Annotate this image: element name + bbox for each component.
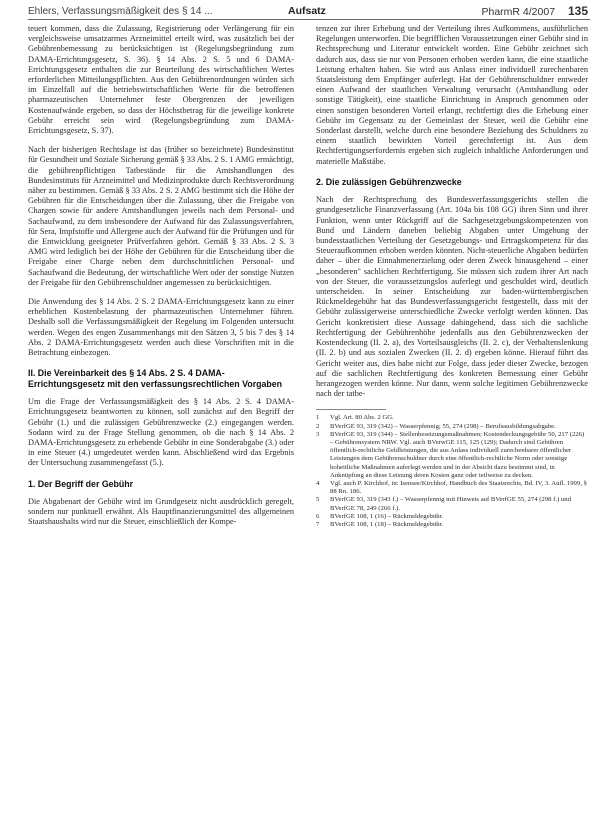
footnote: 7 BVerfGE 108, 1 (18) – Rückmeldegebühr. [316, 520, 444, 528]
footnote: 1 Vgl. Art. 80 Abs. 2 GG. [316, 414, 394, 422]
left-column [28, 24, 294, 537]
paragraph: Nach der Rechtsprechung des Bundesverfassungsgerichts stellen die grundgesetzliche Finanzverfassung (Art. 104a bis 108 GG) ihren Sinn und ihrer Funktion, wenn unter Rückgriff auf die Sachgesetzgebungskompetenzen von Bund und Ländern daneben beliebig Abgaben unter Umgehung der bundesstaatlichen Verteilung der Gesetzgebungs- und Ertragskompetenz für das Steueraufkommen erhoben werden könnten. Nicht-steuerliche Abgaben bedürfen daher – über die Einnahmenerzielung oder deren Zweck hinausgehend – einer „besonderen" sachlichen Rechtfertigung. Sie müssen sich zudem ihrer Art nach von der Steuer, die voraussetzungslos auferlegt und geschuldet wird, deutlich unterscheiden. In seiner Entscheidung zur baden-württembergischen Rückmeldegebühr hat das Bundesverfassungsgericht festgestellt, dass mit der Gebühr zulässigerweise unterschiedliche Zwecke verfolgt werden können. Das Gericht konkretisiert diese Aussage dahingehend, dass sich die sachliche Rechtfertigung der Gebührenhöhe jedenfalls aus den Gebührenzwecken der Kostendeckung (II. 2. a), des Vorteilsausgleichs (II. 2. c), der Verhaltenslenkung (II. 2. b) und aus sozialen Zwecken (II. 2. d) ergeben könne. Hierauf führt das Gericht weiter aus, dies habe nicht zur Folge, dass jeder dieser Zwecke, bezogen auf die sachlichen Rechtfertigung des konkreten Bemessung einer Gebühr herangezogen werden könne. Nur dann, wenn solche legitimen Gebührenzwecke nach der tatbe- [316, 195, 588, 399]
paragraph: Die Abgabenart der Gebühr wird im Grundgesetz nicht ausdrücklich geregelt, sondern nur punktuell erwähnt. Als Hauptfinanzierungsmittel des allgemeinen Staatshaushalts wird nur die Steuer, einschließlich der Kompe- [28, 496, 294, 527]
footnote-divider [316, 409, 386, 410]
footnote: 3 BVerfGE 93, 319 (344) – Stellenbesetzungsmaßnahmen; Kostendeckungsgebühr 50, 217 (226) – Gebührensystem NRW. Vgl. auch BVerwGE 115, 125 (129); Dadurch sind Gebühren öffentlich-rechtliche Geldleistungen, die aus Anlass individuell zurechenbarer öffentlicher Leistungen dem Gebührenschuldner durch eine öffentlich-rechtliche Norm oder sonstige hoheitliche Maßnahmen auferlegt werden und in der Absicht dazu bestimmt sind, in Anknüpfung an diese Leistung deren Kosten ganz oder teilweise zu decken. [316, 430, 585, 479]
subsection-heading: 2. Die zulässigen Gebührenzwecke [316, 176, 462, 187]
running-head-left: Ehlers, Verfassungsmäßigkeit des § 14 ... [28, 6, 213, 17]
paragraph: Um die Frage der Verfassungsmäßigkeit des § 14 Abs. 2 S. 4 DAMA-Errichtungsgesetz beantworten zu können, soll zunächst auf den Begriff der Gebühr (1.) und die zulässigen Gebührenzwecke (2.) eingegangen werden. Sodann wird zu der Frage Stellung genommen, ob die nach § 14 Abs. 2 DAMA-Errichtungsgesetz zu erhebende Gebühr in eine Sonderabgabe (3.) oder in eine Steuer (4.) umgedeutet werden kann. Abschließend wird das Ergebnis der Untersuchung zusammengefasst (5.). [28, 397, 294, 468]
footnote: 5 BVerfGE 93, 319 (343 f.) – Wasserpfennig mit Hinweis auf BVerfGE 55, 274 (298 f.) und BVerfGE 78, 249 (266 f.). [316, 496, 571, 512]
footnotes [316, 414, 588, 529]
journal-issue: PharmR 4/2007 [481, 6, 556, 18]
section-label: Aufsatz [288, 5, 326, 17]
footnote: 4 Vgl. auch P. Kirchhof, in: Isensee/Kirchhof, Handbuch des Staatsrechts, Bd. IV, 3. Aufl. 1999, § 88 Rn. 186. [316, 479, 587, 496]
journal-info [482, 4, 589, 18]
right-column [316, 24, 588, 529]
paragraph: Die Anwendung des § 14 Abs. 2 S. 2 DAMA-Errichtungsgesetz kann zu einer erheblichen Kostenbelastung der pharmazeutischen Unternehmer führen. Deshalb soll die Verfassungsmäßigkeit der Regelung im Folgenden untersucht werden. Wegen des engen Zusammenhangs mit den Sätzen 3, 5 bis 7 des § 14 Abs. 2 DAMA-Errichtungsgesetz werden auch diese Vorschriften mit in die Betrachtung einbezogen. [28, 297, 294, 358]
page-number: 135 [567, 4, 588, 18]
paragraph: teuert kommen, dass die Zulassung, Registrierung oder Verlängerung für ein vergleichsweise umsatzarmes Arzneimittel erteilt wird, was zusätzlich bei der Gebührenbemessung zu berücksichtigen ist (Regelungsbegründung zum DAMA-Errichtungsgesetz, S. 36). § 14 Abs. 2 S. 5 und 6 DAMA-Errichtungsgesetz enthalten die zur Beurteilung des wirtschaftlichen Wertes erforderlichen Mitteilungspflichten. Aus den Gebührenordnungen würden sich im Einzelfall auf die betriebswirtschaftlichen Werte für die betroffenen pharmazeutischen Unternehmer feste Obergrenzen der jeweiligen Kostenaufwände ergeben, so dass der Höchstbetrag für die jeweilige konkrete Gebühr erreicht sein wird (Regelungsbegründung zum DAMA-Errichtungsgesetz, S. 37). [28, 24, 294, 136]
section-heading: II. Die Vereinbarkeit des § 14 Abs. 2 S. 4 DAMA-Errichtungsgesetz mit den verfassungsrechtlichen Vorgaben [28, 368, 283, 389]
subsection-heading: 1. Der Begriff der Gebühr [28, 478, 134, 489]
footnote: 2 BVerfGE 93, 319 (342) – Wasserpfennig; 55, 274 (298) – Berufsausbildungsabgabe. [316, 422, 556, 430]
header-rule [28, 19, 590, 20]
paragraph: tenzen zur ihrer Erhebung und der Verteilung ihres Aufkommens, ausführlichen Regelungen unterworfen. Die begrifflichen Voraussetzungen einer Gebühr sind in Rechtsprechung und Literatur entwickelt worden. Eine Gebühr zeichnet sich dadurch aus, dass sie nur von Personen erhoben werden kann, die eine staatliche Leistung erhalten haben. Sie wird aus Anlass einer individuell zurechenbaren Staatsleistung dem Empfänger auferlegt. Hat der Gebührenschuldner entweder einen Aufwand der staatlichen Verwaltung verursacht (Amtshandlung oder sonstige Tätigkeit), eine staatliche Einrichtung in Anspruch genommen oder einen sonstigen besonderen Vorteil erlangt, rechtfertigt dies die Erhebung einer Gebühr im Gegensatz zu der Gemeinlast der Steuer, weil die Gebühr eine Sonderlast darstellt, welche durch eine besondere Beziehung des Schuldners zu einem staatlich bewirkten Vorteil gerechtfertigt ist. Aus dem Rechtfertigungserfordernis ergeben sich zugleich inhaltliche Anforderungen und materielle Maßstäbe. [316, 24, 588, 166]
footnote: 6 BVerfGE 108, 1 (16) – Rückmeldegebühr. [316, 512, 444, 520]
paragraph: Nach der bisherigen Rechtslage ist das (früher so bezeichnete) Bundesinstitut für Gesundheit und Soziale Sicherung gemäß § 33 Abs. 2 S. 1 AMG ermächtigt, die gebührenpflichtigen Tatbestände für die Amtshandlungen des Bundesinstituts für Arzneimittel und Medizinprodukte durch Rechtsverordnung näher zu bestimmen. Gemäß § 33 Abs. 2 S. 2 AMG bestimmt sich die Höhe der Gebühren für die Entscheidungen über die Zulassung, über die Freigabe von Chargen sowie für andere Amtshandlungen jeweils nach dem Personal- und Sachaufwand, zu dem insbesondere der Aufwand für das Zulassungsverfahren, für Sera, Impfstoffe und Allergene auch der Aufwand für die Prüfungen und für die Entwicklung geeigneter Prüfverfahren gehört. Gemäß § 33 Abs. 2 S. 3 AMG wird lediglich bei der Höhe der Gebühren für die Entscheidung über die Freigabe einer Charge neben dem durchschnittlichen Personal- und Sachaufwand die Bedeutung, der wirtschaftliche Wert oder der sonstige Nutzen der Freigabe für den Gebührenschuldner angemessen zu berücksichtigen. [28, 145, 294, 287]
